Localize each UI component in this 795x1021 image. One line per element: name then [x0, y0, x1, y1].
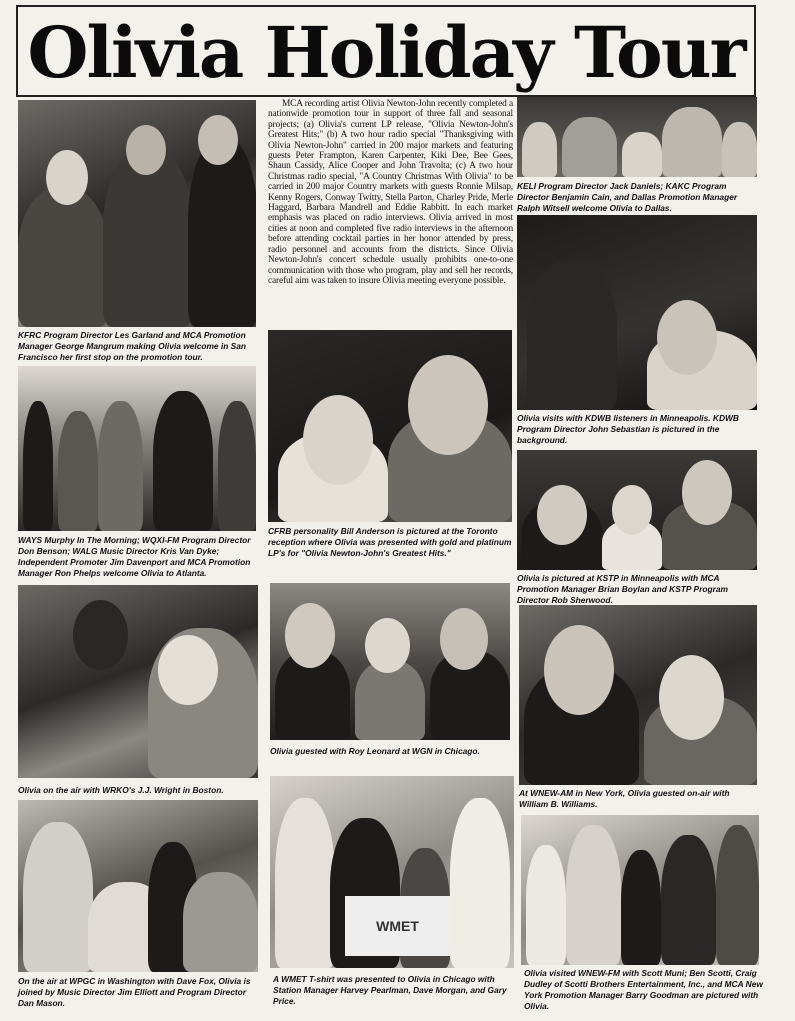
photo-washington — [18, 800, 258, 972]
caption: On the air at WPGC in Washington with Dave Fox, Olivia is joined by Music Director Jim Elliott and Program Director Dan Mason. — [18, 976, 251, 1008]
photo-wnew-fm-new-york — [521, 815, 759, 965]
photo-dallas — [517, 97, 757, 177]
wmet-tshirt: WMET — [345, 896, 450, 956]
caption: Olivia on the air with WRKO's J.J. Wright in Boston. — [18, 785, 224, 795]
caption: CFRB personality Bill Anderson is pictured at the Toronto reception where Olivia was presented with gold and platinum LP's for "Olivia Newton-John's Greatest Hits." — [268, 526, 512, 558]
caption: A WMET T-shirt was presented to Olivia in Chicago with Station Manager Harvey Pearlman, Dave Morgan, and Gary Price. — [273, 974, 507, 1006]
photo-toronto — [268, 330, 512, 522]
page-title: Olivia Holiday Tour — [27, 11, 745, 94]
title-box — [16, 5, 756, 97]
caption: Olivia guested with Roy Leonard at WGN in Chicago. — [270, 746, 480, 756]
photo-wgn-chicago — [270, 583, 510, 740]
photo-kstp-minneapolis — [517, 450, 757, 570]
article-body: MCA recording artist Olivia Newton-John recently completed a nationwide promotion tour in support of three fall and seasonal projects; (a) Olivia's current LP release, "Olivia Newton-John's Greatest Hits;" (b) A two hour radio special "Thanksgiving with Olivia Newton-John" carried in 200 major markets and featuring guests Peter Frampton, Karen Carpenter, Kiki Dee, Bee Gees, Shaun Cassidy, Alice Cooper and John Travolta; (c) A two hour Christmas radio special, "A Country Christmas With Olivia" to be carried in 200 major Country markets with guests Ronnie Milsap, Kenny Rogers, Conway Twitty, Stella Parton, Charley Pride, Merle Haggard, Barbara Mandrell and Eddie Rabbitt. In each market emphasis was placed on radio interviews. Olivia arrived in most cities at noon and completed five radio interviews in the afternoon before attending cocktail parties in her honor attended by press, radio personnel and accounts from the districts. Since Olivia Newton-John's concert schedule usually prohibits one-to-one communication with those who program, play and sell her records, careful aim was taken to insure Olivia meeting everyone possible. — [268, 99, 513, 286]
caption: Olivia is pictured at KSTP in Minneapolis with MCA Promotion Manager Brian Boylan and KSTP Program Director Rob Sherwood. — [517, 573, 728, 605]
caption: KELI Program Director Jack Daniels; KAKC Program Director Benjamin Cain, and Dallas Promotion Manager Ralph Witsell welcome Olivia to Dallas. — [517, 181, 738, 213]
caption: WAYS Murphy In The Morning; WQXI-FM Program Director Don Benson; WALG Music Director Kris Van Dyke; Independent Promoter Jim Davenport and MCA Promotion Manager Ron Phelps welcome Olivia to Atlanta. — [18, 535, 251, 578]
photo-kdwb-minneapolis — [517, 215, 757, 410]
caption: At WNEW-AM in New York, Olivia guested on-air with William B. Williams. — [519, 788, 730, 809]
photo-atlanta — [18, 366, 256, 531]
photo-boston — [18, 585, 258, 778]
caption: Olivia visited WNEW-FM with Scott Muni; Ben Scotti, Craig Dudley of Scotti Brothers Entertainment, Inc., and MCA New York Promotion Manager Barry Goodman are pictured with Olivia. — [524, 968, 763, 1011]
caption: Olivia visits with KDWB listeners in Minneapolis. KDWB Program Director John Sebastian is pictured in the background. — [517, 413, 739, 445]
caption: KFRC Program Director Les Garland and MCA Promotion Manager George Mangrum making Olivia welcome in San Francisco her first stop on the promotion tour. — [18, 330, 247, 362]
photo-wnew-am-new-york — [519, 605, 757, 785]
photo-san-francisco — [18, 100, 256, 327]
photo-wmet-chicago — [270, 776, 514, 968]
